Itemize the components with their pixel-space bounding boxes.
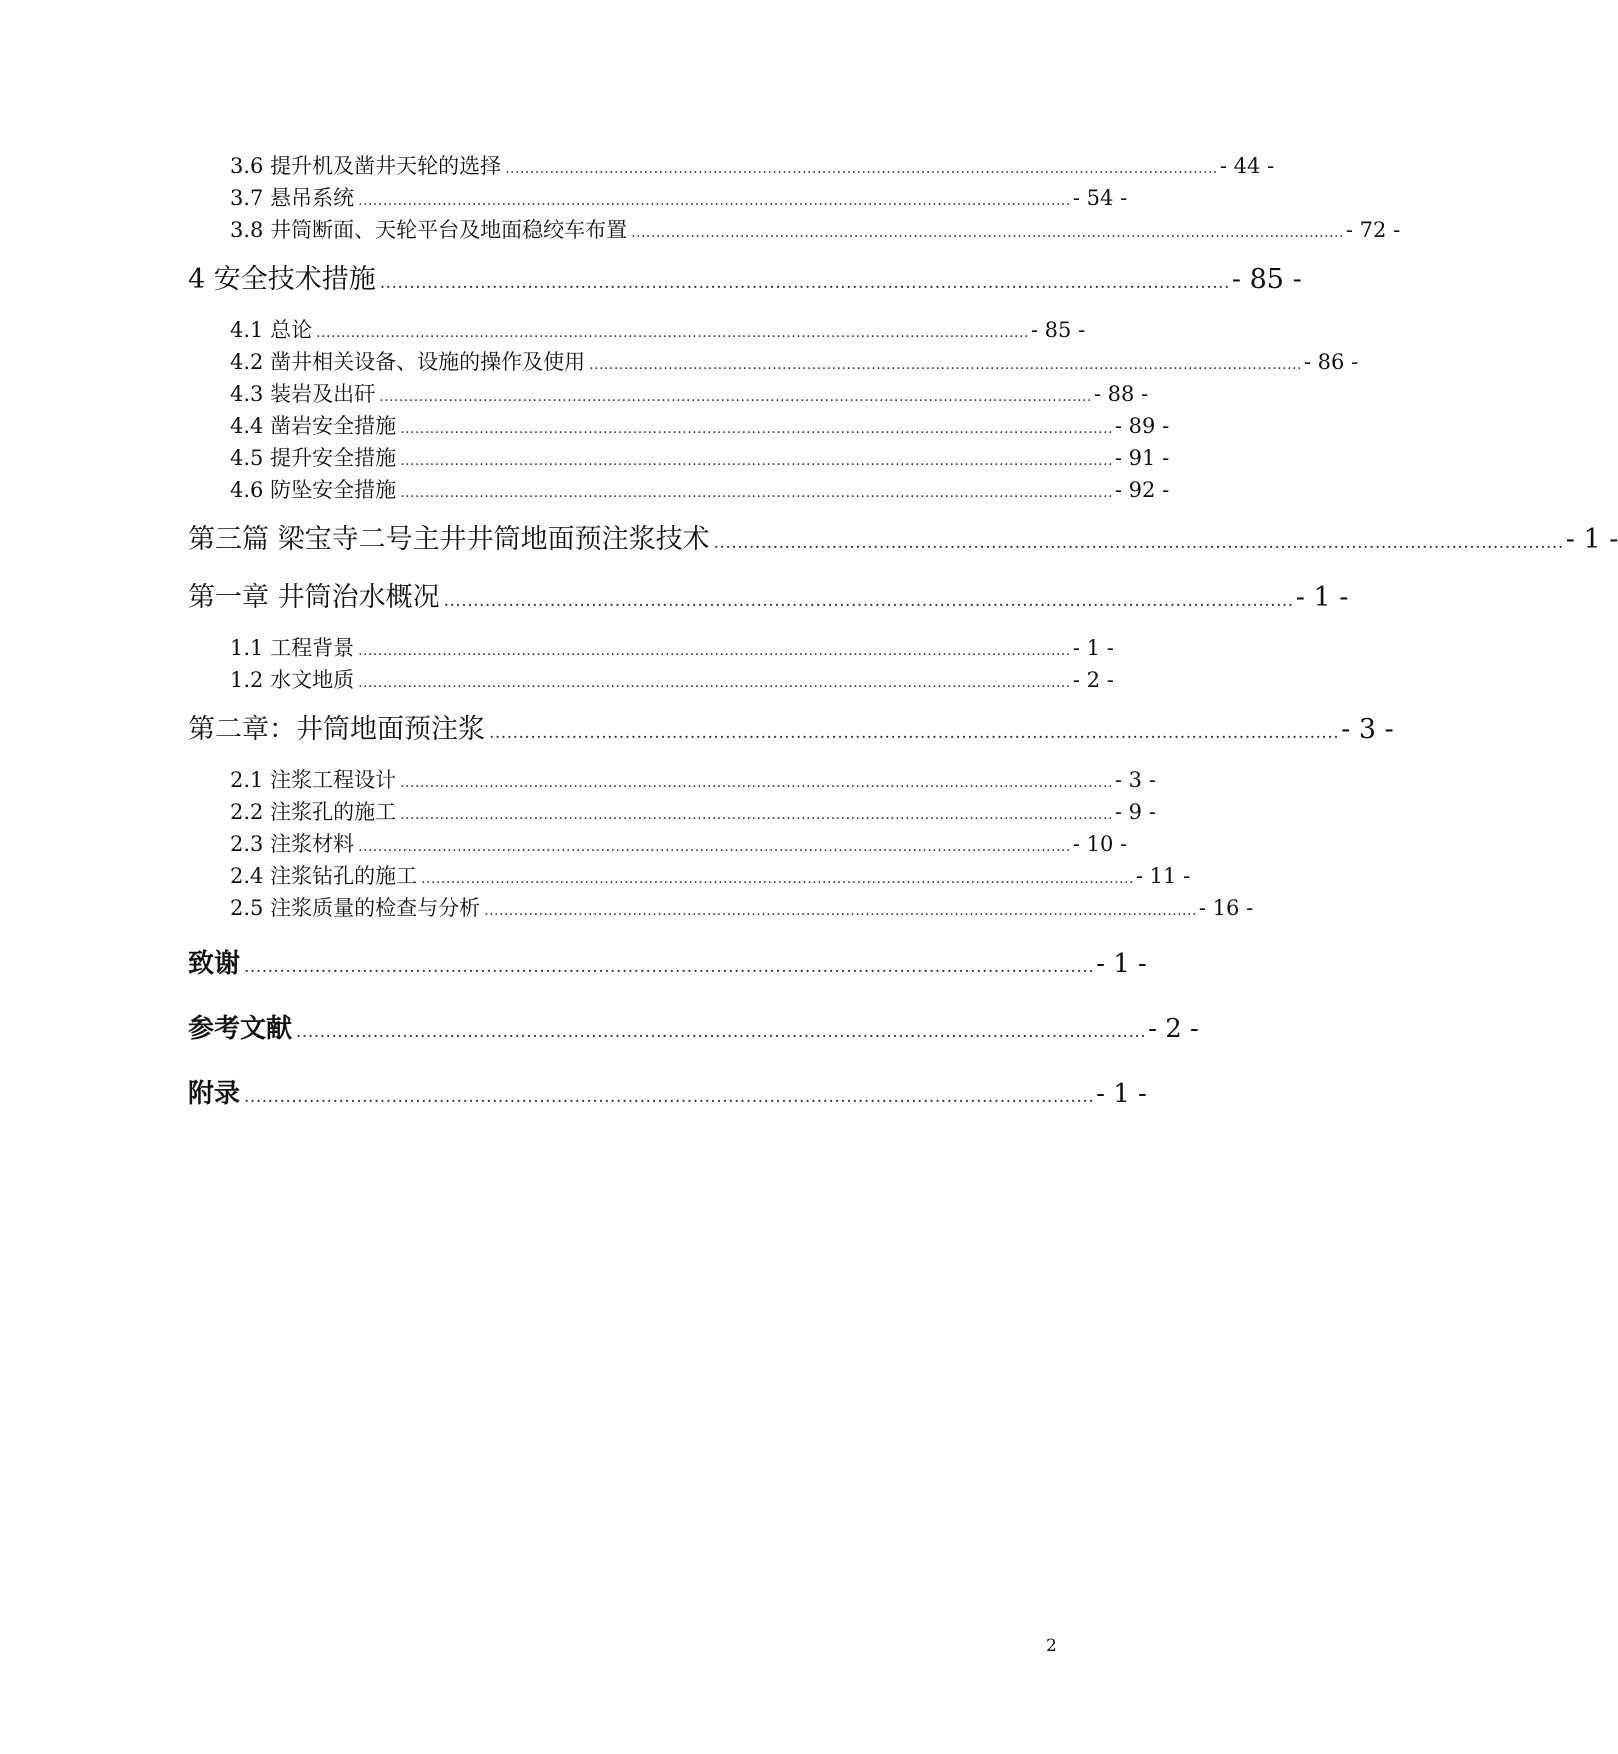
toc-entry-title: 第三篇 梁宝寺二号主井井筒地面预注浆技术 xyxy=(188,524,710,555)
toc-entry-page: - 1 - xyxy=(1295,582,1349,613)
page-number: 2 xyxy=(1046,1636,1057,1656)
toc-entry-4-2[interactable] xyxy=(188,346,1359,378)
toc-entry-title: 4.4 凿岩安全措施 xyxy=(230,414,397,438)
toc-entry-title: 4.2 凿井相关设备、设施的操作及使用 xyxy=(230,350,586,374)
toc-entry-page: - 92 - xyxy=(1114,478,1170,502)
toc-entry-4-3[interactable] xyxy=(188,378,1149,410)
toc-entry-part-3[interactable] xyxy=(188,516,1618,564)
toc-entry-3-6[interactable] xyxy=(188,150,1275,182)
toc-entry-title: 附录 xyxy=(188,1079,241,1109)
toc-entry-2-4[interactable] xyxy=(188,860,1191,892)
dot-leader: ................................................................................................................................................ xyxy=(713,533,1564,553)
toc-entry-3-7[interactable] xyxy=(188,182,1128,214)
dot-leader: ................................................................................................................................................ xyxy=(358,193,1071,209)
dot-leader: ................................................................................................................................................ xyxy=(589,357,1302,373)
toc-entry-title: 3.8 井筒断面、天轮平台及地面稳绞车布置 xyxy=(230,218,628,242)
toc-entry-title: 2.2 注浆孔的施工 xyxy=(230,800,397,824)
toc-entry-title: 2.4 注浆钻孔的施工 xyxy=(230,864,418,888)
toc-entry-page: - 85 - xyxy=(1030,318,1086,342)
toc-entry-page: - 88 - xyxy=(1093,382,1149,406)
dot-leader: ................................................................................................................................................ xyxy=(400,421,1113,437)
toc-entry-page: - 44 - xyxy=(1219,154,1275,178)
toc-entry-page: - 10 - xyxy=(1072,832,1128,856)
toc-entry-page: - 1 - xyxy=(1072,636,1114,660)
toc-entry-page: - 2 - xyxy=(1148,1014,1199,1044)
dot-leader: ................................................................................................................................................ xyxy=(400,775,1113,791)
toc-entry-2-3[interactable] xyxy=(188,828,1128,860)
toc-entry-title: 1.2 水文地质 xyxy=(230,668,355,692)
toc-entry-title: 4.5 提升安全措施 xyxy=(230,446,397,470)
toc-entry-1-2[interactable] xyxy=(188,664,1114,696)
dot-leader: ................................................................................................................................................ xyxy=(379,273,1230,293)
toc-entry-page: - 72 - xyxy=(1345,218,1401,242)
dot-leader: ................................................................................................................................................ xyxy=(296,1022,1147,1042)
dot-leader: ................................................................................................................................................ xyxy=(400,807,1113,823)
dot-leader: ................................................................................................................................................ xyxy=(400,453,1113,469)
toc-entry-page: - 9 - xyxy=(1114,800,1156,824)
toc-entry-4-4[interactable] xyxy=(188,410,1170,442)
dot-leader: ................................................................................................................................................ xyxy=(358,643,1071,659)
dot-leader: ................................................................................................................................................ xyxy=(379,389,1092,405)
toc-entry-4-5[interactable] xyxy=(188,442,1170,474)
toc-entry-4-1[interactable] xyxy=(188,314,1086,346)
dot-leader: ................................................................................................................................................ xyxy=(631,225,1344,241)
toc-entry-page: - 54 - xyxy=(1072,186,1128,210)
toc-entry-page: - 3 - xyxy=(1341,714,1394,745)
toc-entry-3-8[interactable] xyxy=(188,214,1401,246)
toc-entry-2-5[interactable] xyxy=(188,892,1254,924)
toc-entry-title: 第二章：井筒地面预注浆 xyxy=(188,714,485,745)
toc-entry-page: - 85 - xyxy=(1231,264,1302,295)
toc-entry-chapter-4[interactable] xyxy=(188,256,1302,304)
dot-leader: ................................................................................................................................................ xyxy=(489,723,1340,743)
toc-entry-title: 2.3 注浆材料 xyxy=(230,832,355,856)
toc-entry-references[interactable] xyxy=(188,1001,1199,1057)
toc-entry-title: 致谢 xyxy=(188,949,241,979)
dot-leader: ................................................................................................................................................ xyxy=(421,871,1134,887)
dot-leader: ................................................................................................................................................ xyxy=(443,591,1294,611)
toc-entry-page: - 1 - xyxy=(1565,524,1618,555)
dot-leader: ................................................................................................................................................ xyxy=(358,839,1071,855)
toc-entry-2-2[interactable] xyxy=(188,796,1156,828)
toc-entry-title: 第一章 井筒治水概况 xyxy=(188,582,440,613)
toc-entry-title: 2.1 注浆工程设计 xyxy=(230,768,397,792)
toc-entry-page: - 16 - xyxy=(1198,896,1254,920)
toc-entry-chapter-1[interactable] xyxy=(188,574,1349,622)
toc-entry-title: 2.5 注浆质量的检查与分析 xyxy=(230,896,481,920)
dot-leader: ................................................................................................................................................ xyxy=(316,325,1029,341)
toc-entry-title: 4.6 防坠安全措施 xyxy=(230,478,397,502)
dot-leader: ................................................................................................................................................ xyxy=(400,485,1113,501)
toc-entry-page: - 1 - xyxy=(1096,1079,1147,1109)
toc-entry-title: 3.6 提升机及凿井天轮的选择 xyxy=(230,154,502,178)
toc-entry-page: - 2 - xyxy=(1072,668,1114,692)
toc-entry-title: 4.3 装岩及出矸 xyxy=(230,382,376,406)
dot-leader: ................................................................................................................................................ xyxy=(244,957,1095,977)
toc-entry-title: 4.1 总论 xyxy=(230,318,313,342)
toc-entry-chapter-2[interactable] xyxy=(188,706,1394,754)
dot-leader: ................................................................................................................................................ xyxy=(358,675,1071,691)
toc-entry-page: - 89 - xyxy=(1114,414,1170,438)
toc-entry-title: 1.1 工程背景 xyxy=(230,636,355,660)
toc-entry-title: 参考文献 xyxy=(188,1014,293,1044)
toc-entry-2-1[interactable] xyxy=(188,764,1156,796)
table-of-contents xyxy=(188,150,1618,1122)
toc-entry-4-6[interactable] xyxy=(188,474,1170,506)
toc-entry-1-1[interactable] xyxy=(188,632,1114,664)
toc-entry-page: - 91 - xyxy=(1114,446,1170,470)
toc-entry-page: - 11 - xyxy=(1135,864,1191,888)
toc-entry-title: 3.7 悬吊系统 xyxy=(230,186,355,210)
toc-entry-appendix[interactable] xyxy=(188,1066,1147,1122)
toc-entry-page: - 3 - xyxy=(1114,768,1156,792)
toc-entry-page: - 1 - xyxy=(1096,949,1147,979)
dot-leader: ................................................................................................................................................ xyxy=(505,161,1218,177)
dot-leader: ................................................................................................................................................ xyxy=(244,1087,1095,1107)
toc-entry-acknowledgements[interactable] xyxy=(188,936,1147,992)
toc-entry-page: - 86 - xyxy=(1303,350,1359,374)
toc-entry-title: 4 安全技术措施 xyxy=(188,264,376,295)
dot-leader: ................................................................................................................................................ xyxy=(484,903,1197,919)
